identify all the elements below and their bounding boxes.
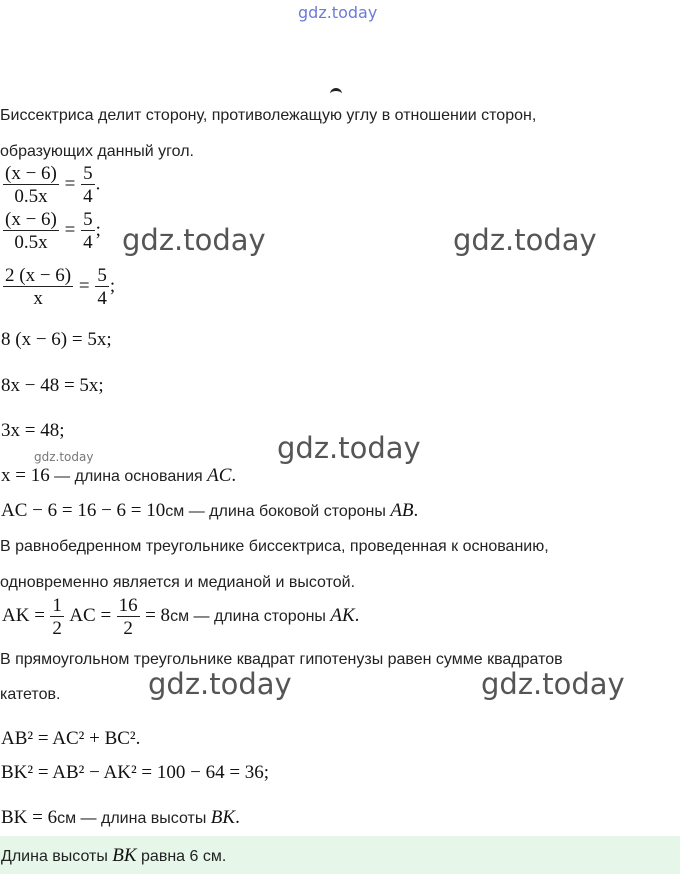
equation-linear-1: 8 (x − 6) = 5x; <box>1 329 112 350</box>
equation-ratio-3: $\frac{2 (x - 6)}{x}$ = $\frac{5}{4}$ ; <box>5 265 116 309</box>
fraction-left: $\frac{(x - 6)}{0.5x}$ <box>5 164 57 207</box>
equation-ratio-1: $\frac{(x - 6)}{0.5x}$ = $\frac{5}{4}$ . <box>5 164 101 207</box>
answer-text: Длина высоты BK равна 6 см. <box>1 845 227 866</box>
equation-bk-length: BK = 6см — длина высоты BK. <box>1 807 240 828</box>
paragraph-bisector-rule-1: Биссектриса делит сторону, противолежащую углу в отношении сторон, <box>0 107 537 124</box>
paragraph-pythagoras-2: катетов. <box>0 686 61 703</box>
equation-side-length: AC − 6 = 16 − 6 = 10см — длина боковой стороны AB. <box>1 500 419 521</box>
fraction-right: $\frac{5}{4}$ <box>83 164 93 207</box>
watermark-large-1: gdz.today <box>122 223 266 257</box>
watermark-large-2: gdz.today <box>453 223 597 257</box>
equation-base-length: x = 16 — длина основания AC. <box>1 465 237 486</box>
fraction-sixteen-halves: $\frac{16}{2}$ <box>118 595 138 639</box>
watermark-top: gdz.today <box>298 3 378 22</box>
fraction-left: $\frac{2 (x - 6)}{x}$ <box>5 265 72 309</box>
equation-ratio-2: $\frac{(x - 6)}{0.5x}$ = $\frac{5}{4}$ ; <box>2 210 101 252</box>
fraction-right: $\frac{5}{4}$ <box>97 265 107 309</box>
watermark-large-5: gdz.today <box>481 667 625 701</box>
equation-bk-squared: BK² = AB² − AK² = 100 − 64 = 36; <box>1 762 270 783</box>
paragraph-isosceles-1: В равнобедренном треугольнике биссектриса, проведенная к основанию, <box>0 538 549 555</box>
equation-ak-length: AK = $\frac{1}{2}$ AC = $\frac{16}{2}$ = 8см — длина стороны AK. <box>2 595 360 639</box>
equation-pythagoras: AB² = AC² + BC². <box>1 728 141 749</box>
equation-linear-2: 8x − 48 = 5x; <box>1 375 104 396</box>
watermark-large-3: gdz.today <box>277 431 421 465</box>
heading-fragment <box>330 88 342 97</box>
fraction-left: $\frac{(x - 6)}{0.5x}$ <box>5 209 57 253</box>
watermark-small: gdz.today <box>34 450 94 464</box>
watermark-large-4: gdz.today <box>148 667 292 701</box>
paragraph-pythagoras-1: В прямоугольном треугольнике квадрат гипотенузы равен сумме квадратов <box>0 651 563 668</box>
fraction-right: $\frac{5}{4}$ <box>83 209 93 253</box>
paragraph-bisector-rule-2: образующих данный угол. <box>0 143 194 160</box>
equation-linear-3: 3x = 48; <box>1 420 65 441</box>
paragraph-isosceles-2: одновременно является и медианой и высотой. <box>0 574 356 591</box>
fraction-half: $\frac{1}{2}$ <box>52 595 62 639</box>
